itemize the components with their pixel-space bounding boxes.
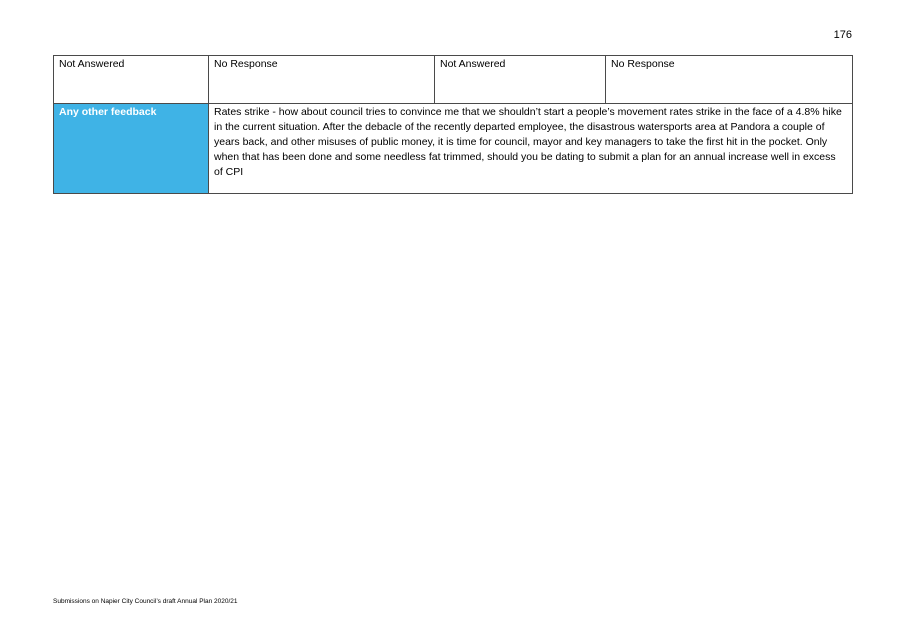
table-cell: No Response bbox=[606, 56, 853, 104]
feedback-text-cell: Rates strike - how about council tries to convince me that we shouldn’t start a people’s movement rates strike in the face of a 4.8% hike in the current situation. After the debacle of the recently departed employee, the disastrous watersports area at Pandora a couple of years back, and other misuses of public money, it is time for council, mayor and key managers to take the first hit in the pocket. Only when that has been done and some needless fat trimmed, should you be dating to submit a plan for an annual increase well in excess of CPI bbox=[209, 104, 853, 194]
table-row bbox=[54, 104, 853, 194]
table-cell: Not Answered bbox=[435, 56, 606, 104]
table-cell: No Response bbox=[209, 56, 435, 104]
table-cell: Not Answered bbox=[54, 56, 209, 104]
page-footer: Submissions on Napier City Council’s draft Annual Plan 2020/21 bbox=[53, 598, 238, 605]
submission-table bbox=[53, 55, 853, 194]
table-row bbox=[54, 56, 853, 104]
page-number: 176 bbox=[833, 29, 852, 41]
feedback-label-cell: Any other feedback bbox=[54, 104, 209, 194]
